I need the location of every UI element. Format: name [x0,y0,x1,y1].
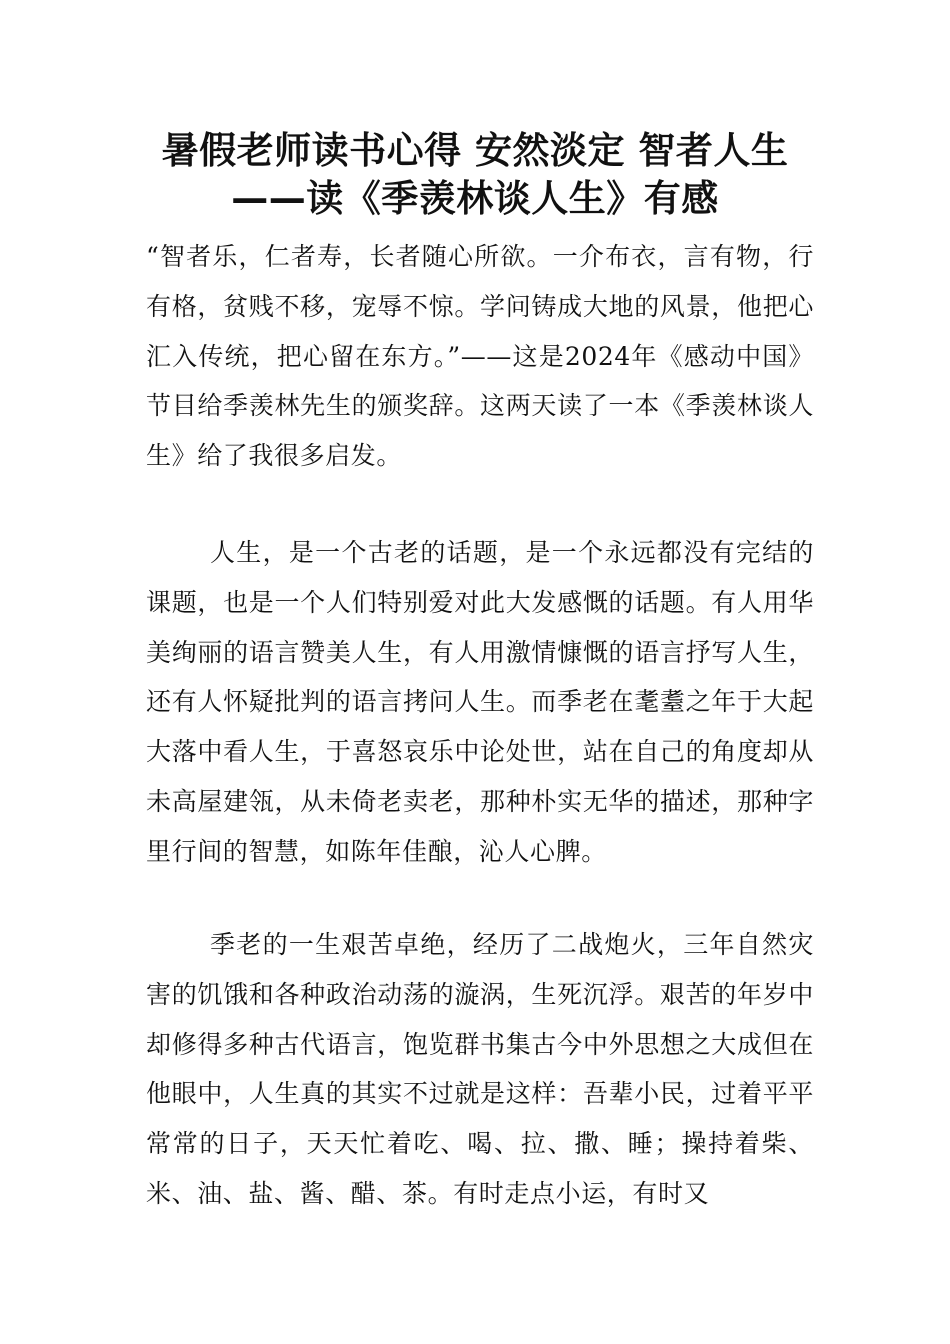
paragraph-life: 人生，是一个古老的话题，是一个永远都没有完结的课题，也是一个人们特别爱对此大发感慨的话题。有人用华美绚丽的语言赞美人生，有人用激情慷慨的语言抒写人生，还有人怀疑批判的语言拷问人生。而季老在耄耋之年于大起大落中看人生，于喜怒哀乐中论处世，站在自己的角度却从未高屋建瓴，从未倚老卖老，那种朴实无华的描述，那种字里行间的智慧，如陈年佳酿，沁人心脾。 [146,538,814,866]
document-subtitle: ——读《季羡林谈人生》有感 [231,177,719,220]
paragraph-hardship: 季老的一生艰苦卓绝，经历了二战炮火，三年自然灾害的饥饿和各种政治动荡的漩涡，生死沉浮。艰苦的年岁中却修得多种古代语言，饱览群书集古今中外思想之大成但在他眼中，人生真的其实不过就是这样：吾辈小民，过着平平常常的日子，天天忙着吃、喝、拉、撒、睡；操持着柴、米、油、盐、酱、醋、茶。有时走点小运，有时又 [146,930,814,1208]
document-title: 暑假老师读书心得 安然淡定 智者人生 [161,129,789,172]
paragraph-quote: “智者乐，仁者寿，长者随心所欲。一介布衣，言有物，行有格，贫贱不移，宠辱不惊。学问铸成大地的风景，他把心汇入传统，把心留在东方。”——这是2024年《感动中国》节目给季羡林先生的颁奖辞。这两天读了一本《季羡林谈人生》给了我很多启发。 [146,242,814,471]
